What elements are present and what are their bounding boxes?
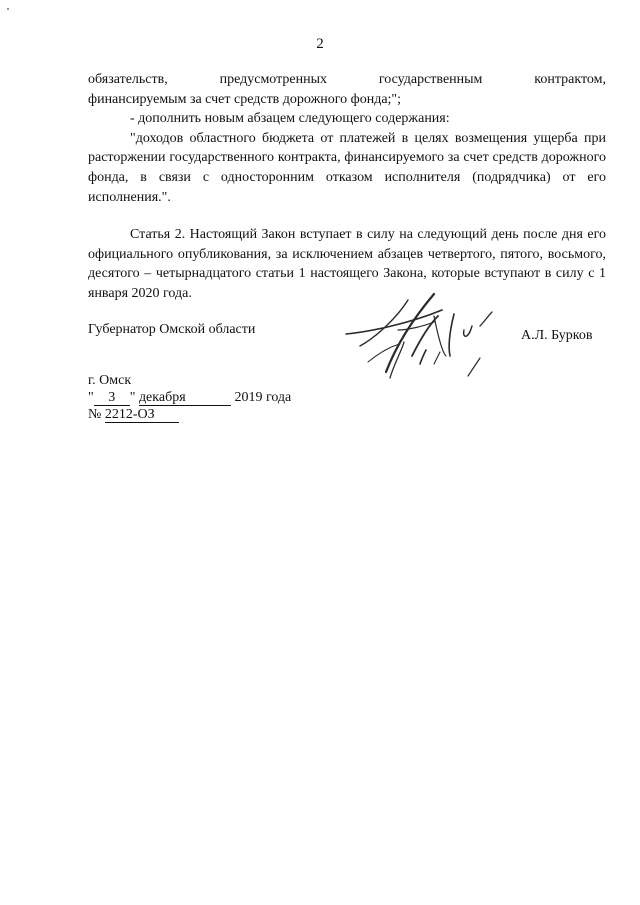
document-body <box>88 70 606 304</box>
page-number: 2 <box>316 36 324 52</box>
document-footer <box>88 372 291 423</box>
paragraph-1-line-2: финансируемым за счет средств дорожного фонда;"; <box>88 91 402 107</box>
date-line: " 3 " декабря 2019 года <box>88 390 292 405</box>
paragraph-3: "доходов областного бюджета от платежей в целях возмещения ущерба при расторжении государственного контракта, финансируемого за счет средств дорожного фонда, в связи с односторонним отказом исполнителя (подрядчика) от его исполнения.". <box>88 130 606 205</box>
paragraph-1-line-1: обязательств, предусмотренных государственным контрактом, <box>88 72 606 87</box>
paragraph-2: - дополнить новым абзацем следующего содержания: <box>130 111 450 127</box>
date-day: 3 <box>94 391 130 406</box>
signer-title: Губернатор Омской области <box>88 322 256 337</box>
handwritten-signature <box>338 286 508 396</box>
paragraph-article-2: Статья 2. Настоящий Закон вступает в силу на следующий день после дня его официального опубликования, за исключением абзацев четвертого, пятого, восьмого, десятого – четырнадцатого статьи 1 настоящего Закона, которые вступают в силу с 1 января 2020 года. <box>88 227 606 301</box>
city-line: г. Омск <box>88 373 132 388</box>
number-sign: № <box>88 407 102 422</box>
law-number-line <box>88 406 291 423</box>
date-year: 2019 года <box>234 390 292 405</box>
scan-speck <box>7 8 9 10</box>
paragraph-gap <box>88 207 606 225</box>
date-month: декабря <box>139 391 231 406</box>
law-number: 2212-ОЗ <box>105 408 179 423</box>
signer-name: А.Л. Бурков <box>521 328 593 343</box>
